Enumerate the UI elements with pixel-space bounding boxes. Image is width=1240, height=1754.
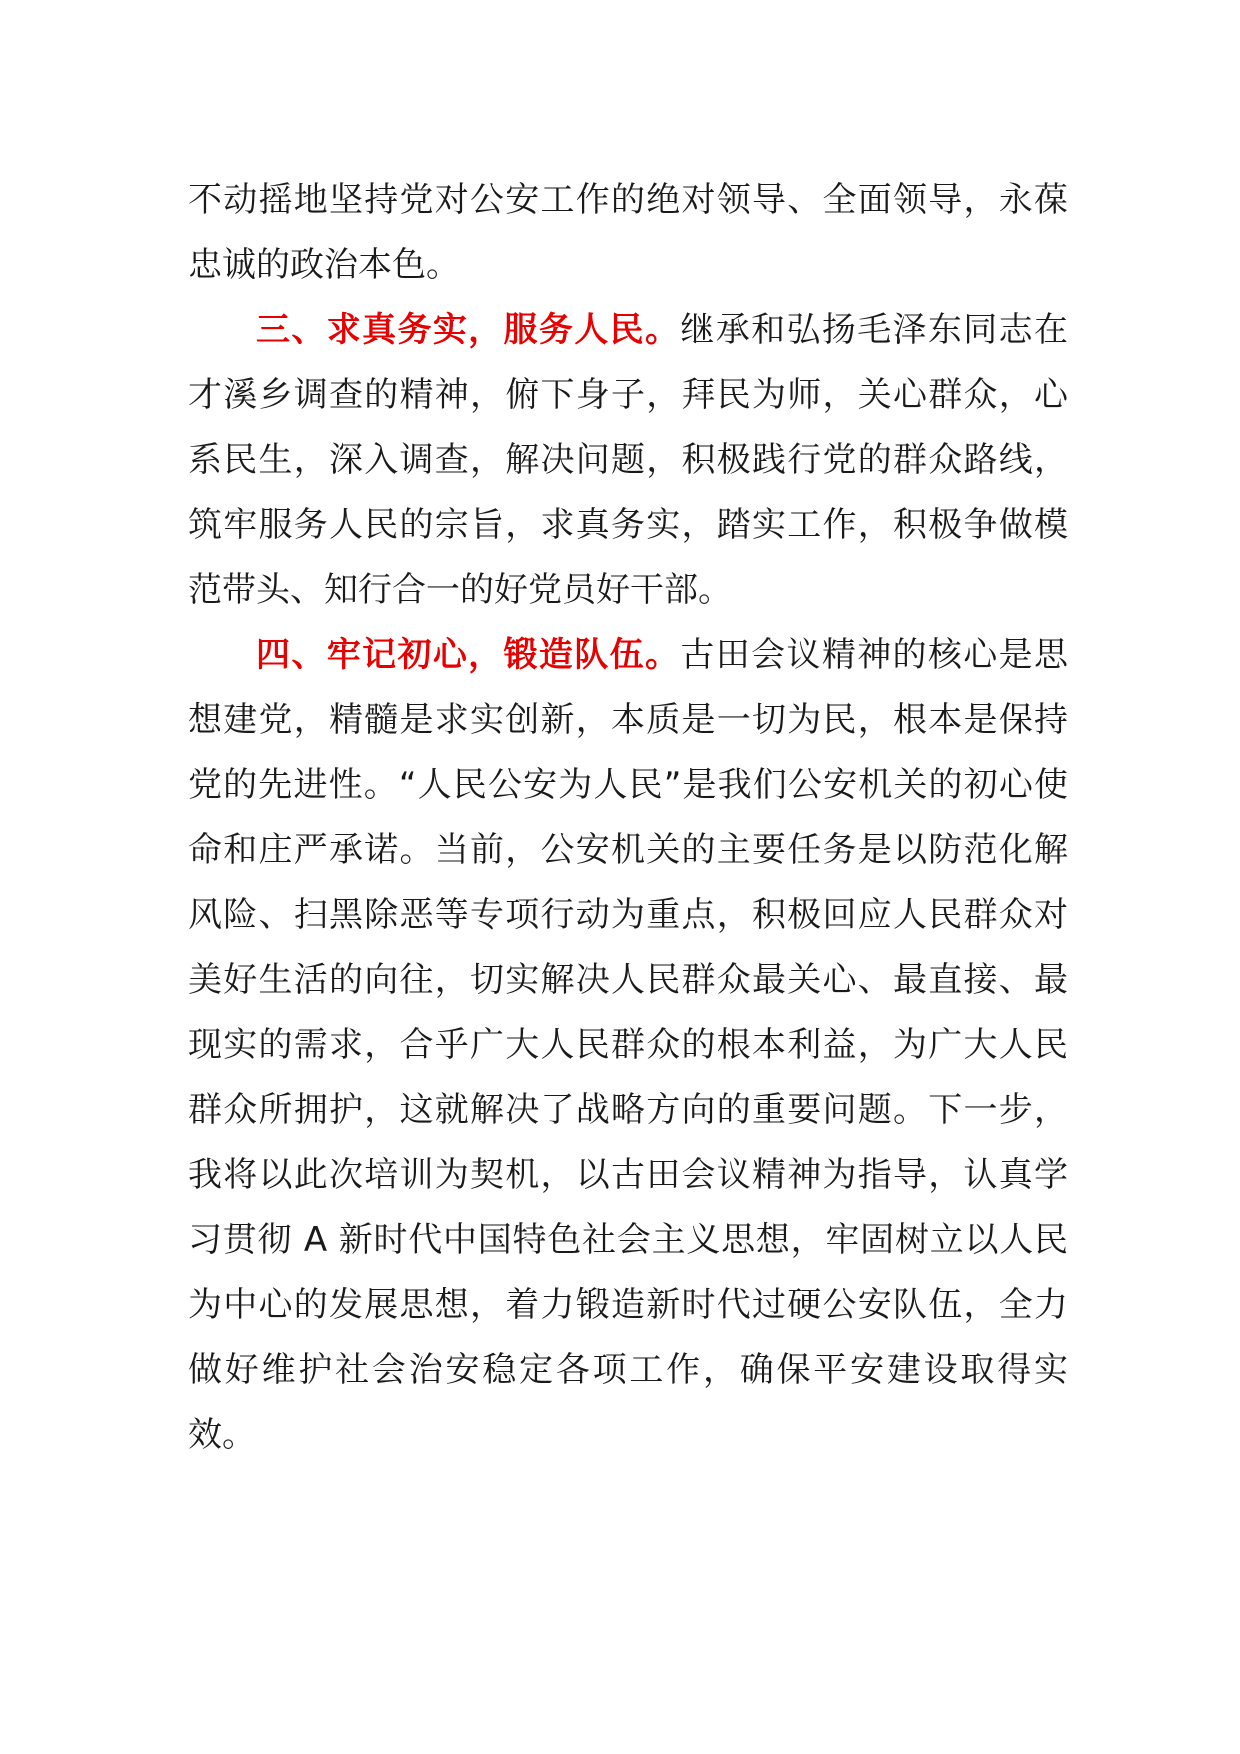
paragraph-text: 不动摇地坚持党对公安工作的绝对领导、全面领导，永葆忠诚的政治本色。 [188,180,1068,285]
paragraph-continuation [188,168,1068,298]
paragraph-section-three [188,298,1068,623]
paragraph-text: 古田会议精神的核心是思想建党，精髓是求实创新，本质是一切为民，根本是保持党的先进性。“人民公安为人民”是我们公安机关的初心使命和庄严承诺。当前，公安机关的主要任务是以防范化解风险、扫黑除恶等专项行动为重点，积极回应人民群众对美好生活的向往，切实解决人民群众最关心、最直接、最现实的需求，合乎广大人民群众的根本利益，为广大人民群众所拥护，这就解决了战略方向的重要问题。下一步，我将以此次培训为契机，以古田会议精神为指导，认真学习贯彻 A 新时代中国特色社会主义思想，牢固树立以人民为中心的发展思想，着力锻造新时代过硬公安队伍，全力做好维护社会治安稳定各项工作，确保平安建设取得实效。 [188,635,1069,1455]
document-body [188,168,1068,1468]
paragraph-text: 继承和弘扬毛泽东同志在才溪乡调查的精神，俯下身子，拜民为师，关心群众，心系民生，深入调查，解决问题，积极践行党的群众路线，筑牢服务人民的宗旨，求真务实，踏实工作，积极争做模范带头、知行合一的好党员好干部。 [188,310,1069,610]
section-heading-four: 四、牢记初心，锻造队伍。 [256,635,681,675]
paragraph-section-four [188,623,1068,1468]
section-heading-three: 三、求真务实，服务人民。 [256,310,681,350]
